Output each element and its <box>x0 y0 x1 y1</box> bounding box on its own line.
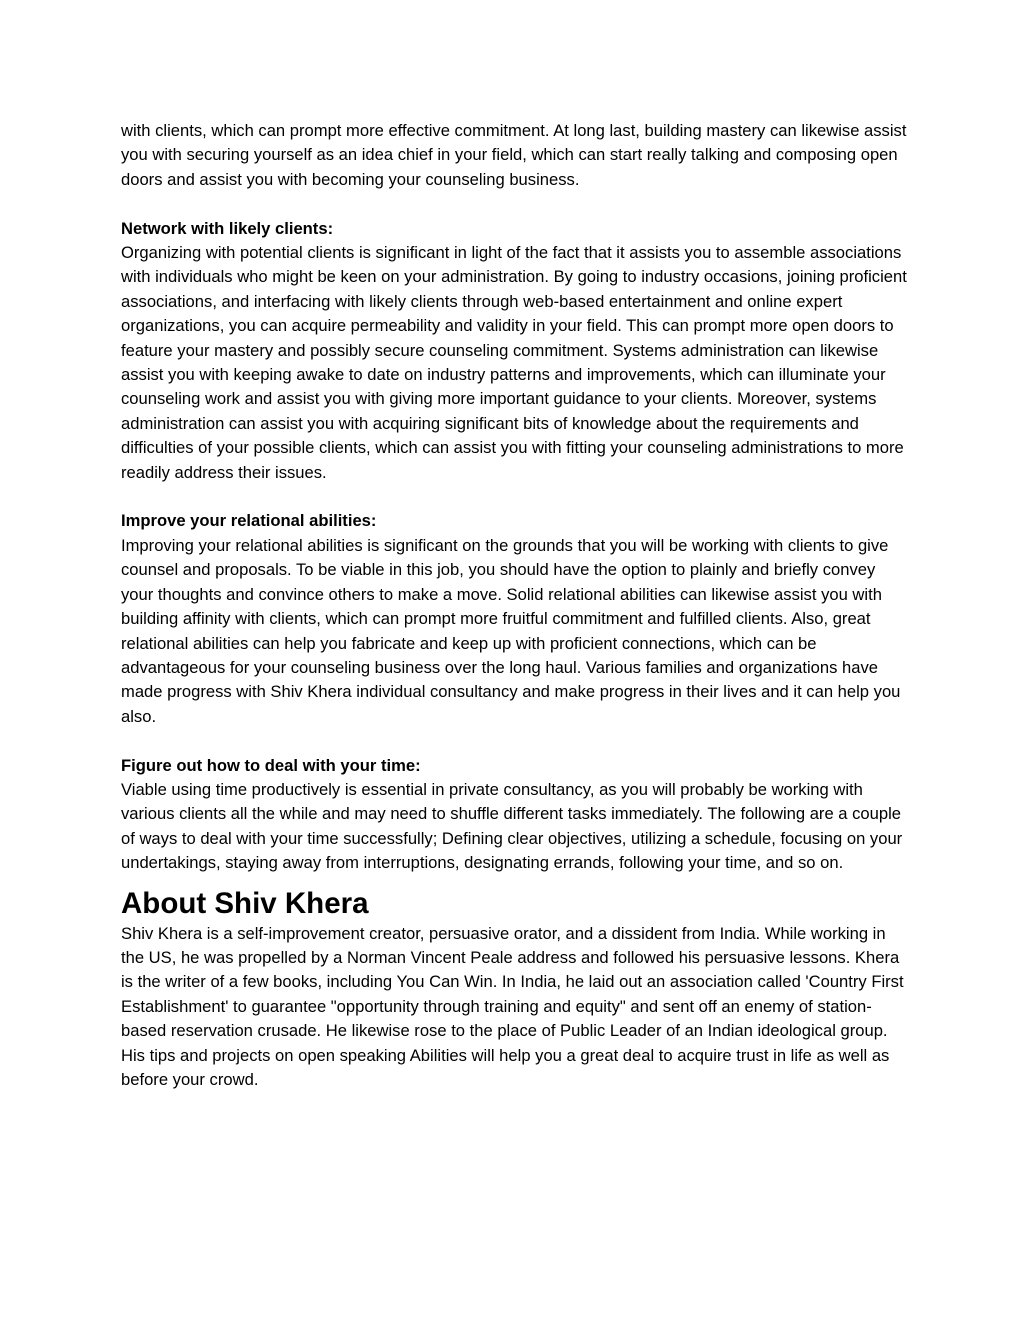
section-body-relational: Improving your relational abilities is significant on the grounds that you will be working with clients to give counsel and proposals. To be viable in this job, you should have the option to plainly and briefly convey your thoughts and convince others to make a move. Solid relational abilities can likewise assist you with building affinity with clients, which can prompt more fruitful commitment and fulfilled clients. Also, great relational abilities can help you fabricate and keep up with proficient connections, which can be advantageous for your counseling business over the long haul. Various families and organizations have made progress with Shiv Khera individual consultancy and make progress in their lives and it can help you also. <box>121 535 901 726</box>
spacer <box>121 192 911 216</box>
document-page <box>121 119 911 1092</box>
section-heading-time: Figure out how to deal with your time: <box>121 755 421 775</box>
about-heading: About Shiv Khera <box>121 886 369 920</box>
section-body-network: Organizing with potential clients is significant in light of the fact that it assists you to assemble associations with individuals who might be keen on your administration. By going to industry occasions, joining proficient associations, and interfacing with likely clients through web-based entertainment and online expert organizations, you can acquire permeability and validity in your field. This can prompt more open doors to feature your mastery and possibly secure counseling commitment. Systems administration can likewise assist you with keeping awake to date on industry patterns and improvements, which can illuminate your counseling work and assist you with giving more important guidance to your clients. Moreover, systems administration can assist you with acquiring significant bits of knowledge about the requirements and difficulties of your possible clients, which can assist you with fitting your counseling administrations to more readily address their issues. <box>121 243 907 482</box>
about-body: Shiv Khera is a self-improvement creator, persuasive orator, and a dissident from India. While working in the US, he was propelled by a Norman Vincent Peale address and followed his persuasive lessons. Khera is the writer of a few books, including You Can Win. In India, he laid out an association called 'Country First Establishment' to guarantee "opportunity through training and equity" and sent off an enemy of station-based reservation crusade. He likewise rose to the place of Public Leader of an Indian ideological group. His tips and projects on open speaking Abilities will help you a great deal to acquire trust in life as well as before your crowd. <box>121 923 904 1089</box>
section-heading-relational: Improve your relational abilities: <box>121 511 377 531</box>
intro-paragraph: with clients, which can prompt more effective commitment. At long last, building mastery can likewise assist you with securing yourself as an idea chief in your field, which can start really talking and composing open doors and assist you with becoming your counseling business. <box>121 121 907 189</box>
section-body-time: Viable using time productively is essential in private consultancy, as you will probably be working with various clients all the while and may need to shuffle different tasks immediately. The following are a couple of ways to deal with your time successfully; Defining clear objectives, utilizing a schedule, focusing on your undertakings, staying away from interruptions, designating errands, following your time, and so on. <box>121 779 903 873</box>
section-heading-network: Network with likely clients: <box>121 218 334 238</box>
spacer <box>121 485 911 509</box>
spacer <box>121 729 911 753</box>
